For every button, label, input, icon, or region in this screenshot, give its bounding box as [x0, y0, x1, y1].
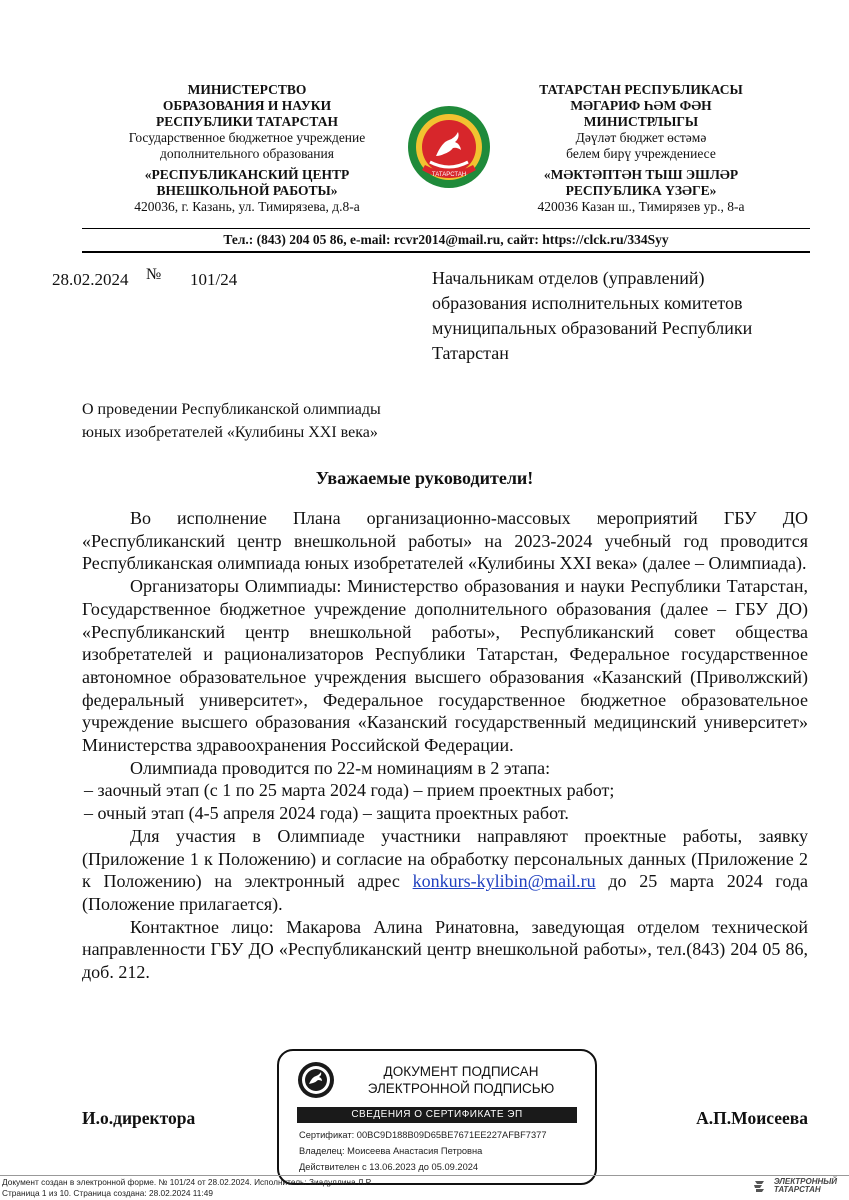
ministry-name-ru-3: РЕСПУБЛИКИ ТАТАРСТАН [156, 114, 338, 129]
footer-brand-line: ЭЛЕКТРОННЫЙ [773, 1177, 837, 1186]
subject-line: О проведении Республиканской олимпиады [82, 401, 381, 418]
ministry-name-tt-1: ТАТАРСТАН РЕСПУБЛИКАСЫ [539, 82, 743, 97]
stamp-certificate: Сертификат: 00BC9D188B09D65BE7671EE227AFBF7377 [299, 1130, 547, 1140]
institution-type-tt-1: Дәүләт бюджет өстәмә [575, 130, 707, 145]
header-divider-top [82, 228, 810, 229]
body-paragraph [82, 825, 808, 916]
address-tt: 420036 Казан ш., Тимирязев ур., 8-а [537, 199, 745, 214]
institution-type-ru-2: дополнительного образования [160, 146, 334, 161]
stamp-valid: Действителен с 13.06.2023 до 05.09.2024 [299, 1162, 479, 1172]
stamp-band: СВЕДЕНИЯ О СЕРТИФИКАТЕ ЭП [297, 1107, 577, 1123]
addressee-line: Татарстан [432, 343, 509, 363]
document-date: 28.02.2024 [52, 270, 129, 289]
addressee-line: Начальникам отделов (управлений) [432, 268, 705, 288]
body-text: до 25 марта 2024 года (Положение прилагается). [82, 871, 808, 914]
addressee-line: образования исполнительных комитетов [432, 293, 743, 313]
footer-line-1: Документ создан в электронной форме. № 101/24 от 28.02.2024. Исполнитель: Зиадуллина Л.Р. [2, 1177, 372, 1187]
document-number-sign: № [146, 266, 162, 283]
stamp-title-line: ДОКУМЕНТ ПОДПИСАН [383, 1064, 539, 1079]
header-left [82, 82, 412, 215]
institution-name-ru-1: «РЕСПУБЛИКАНСКИЙ ЦЕНТР [144, 167, 350, 182]
ministry-name-ru-1: МИНИСТЕРСТВО [187, 82, 307, 97]
stage-item: – очный этап (4-5 апреля 2024 года) – защита проектных работ. [84, 803, 569, 824]
institution-type-ru-1: Государственное бюджетное учреждение [128, 130, 366, 145]
document-number: 101/24 [190, 270, 238, 289]
letter-body [82, 507, 808, 984]
stamp-title-line: ЭЛЕКТРОННОЙ ПОДПИСЬЮ [367, 1081, 555, 1096]
stamp-emblem-icon [297, 1061, 335, 1099]
contacts-line: Тел.: (843) 204 05 86, e-mail: rcvr2014@mail.ru, сайт: https://clck.ru/334Syy [223, 232, 669, 247]
header-right [476, 82, 806, 215]
ministry-name-tt-3: МИНИСТРЛЫГЫ [583, 114, 699, 129]
footer-brand-line: ТАТАРСТАН [773, 1185, 821, 1194]
electronic-signature-stamp [277, 1049, 597, 1185]
greeting: Уважаемые руководители! [315, 468, 534, 488]
electronic-tatarstan-logo-icon [753, 1179, 771, 1193]
body-paragraph: Во исполнение Плана организационно-массовых мероприятий ГБУ ДО «Республиканский центр внешкольной работы» на 2023-2024 учебный год проводится Республиканская олимпиада юных изобретателей «Кулибины XXI века» (далее – Олимпиада). [82, 508, 808, 574]
institution-type-tt-2: белем бирү учреждениесе [566, 146, 716, 161]
footer-divider [0, 1175, 849, 1176]
ministry-name-ru-2: ОБРАЗОВАНИЯ И НАУКИ [162, 98, 332, 113]
footer-brand [753, 1178, 837, 1194]
institution-name-tt-1: «МӘКТӘПТӘН ТЫШ ЭШЛӘР [543, 167, 739, 182]
body-paragraph: Олимпиада проводится по 22-м номинациям в 2 этапа: [130, 757, 551, 778]
body-text: Для участия в Олимпиаде участники направляют проектные работы, заявку (Приложение 1 к Положению) и согласие на обработку персональных данных (Приложение 2 к Положению) на электронный адрес [82, 825, 808, 892]
signer-position: И.о.директора [82, 1108, 196, 1128]
institution-name-tt-2: РЕСПУБЛИКА ҮЗӘГЕ» [565, 183, 717, 198]
body-paragraph: Организаторы Олимпиады: Министерство образования и науки Республики Татарстан, Государственное бюджетное учреждение дополнительного образования (далее – ГБУ ДО) «Республиканский центр внешкольной работы», Республиканский совет общества изобретателей и рационализаторов Республики Татарстан, Федеральное государственное автономное образовательное учреждения высшего образования «Казанский (Приволжский) федеральный университет», Федеральное государственное бюджетное образовательное учреждение высшего образования «Казанский государственный медицинский университет» Министерства здравоохранения Российской Федерации. [82, 576, 808, 756]
stage-item: – заочный этап (с 1 по 25 марта 2024 года) – прием проектных работ; [84, 780, 615, 801]
addressee-line: муниципальных образований Республики [432, 318, 753, 338]
email-link[interactable]: konkurs-kylibin@mail.ru [412, 871, 596, 892]
address-ru: 420036, г. Казань, ул. Тимирязева, д.8-а [134, 199, 360, 214]
header-divider-bottom [82, 251, 810, 253]
stamp-owner: Владелец: Моисеева Анастасия Петровна [299, 1146, 483, 1156]
subject-line: юных изобретателей «Кулибины XXI века» [82, 424, 378, 441]
stamp-title [341, 1063, 581, 1097]
institution-name-ru-2: ВНЕШКОЛЬНОЙ РАБОТЫ» [156, 183, 338, 198]
subject [82, 398, 422, 444]
ministry-name-tt-2: МӘГАРИФ ҺӘМ ФӘН [570, 98, 712, 113]
signer-name: А.П.Моисеева [696, 1108, 808, 1128]
footer-line-2: Страница 1 из 10. Страница создана: 28.02.2024 11:49 [2, 1188, 213, 1198]
body-paragraph: Контактное лицо: Макарова Алина Ринатовна, заведующая отделом технической направленности ГБУ ДО «Республиканский центр внешкольной работы», тел.(843) 204 05 86, доб. 212. [82, 916, 808, 983]
emblem-ribbon-text: ТАТАРСТАН [431, 172, 467, 178]
addressee [432, 266, 822, 366]
